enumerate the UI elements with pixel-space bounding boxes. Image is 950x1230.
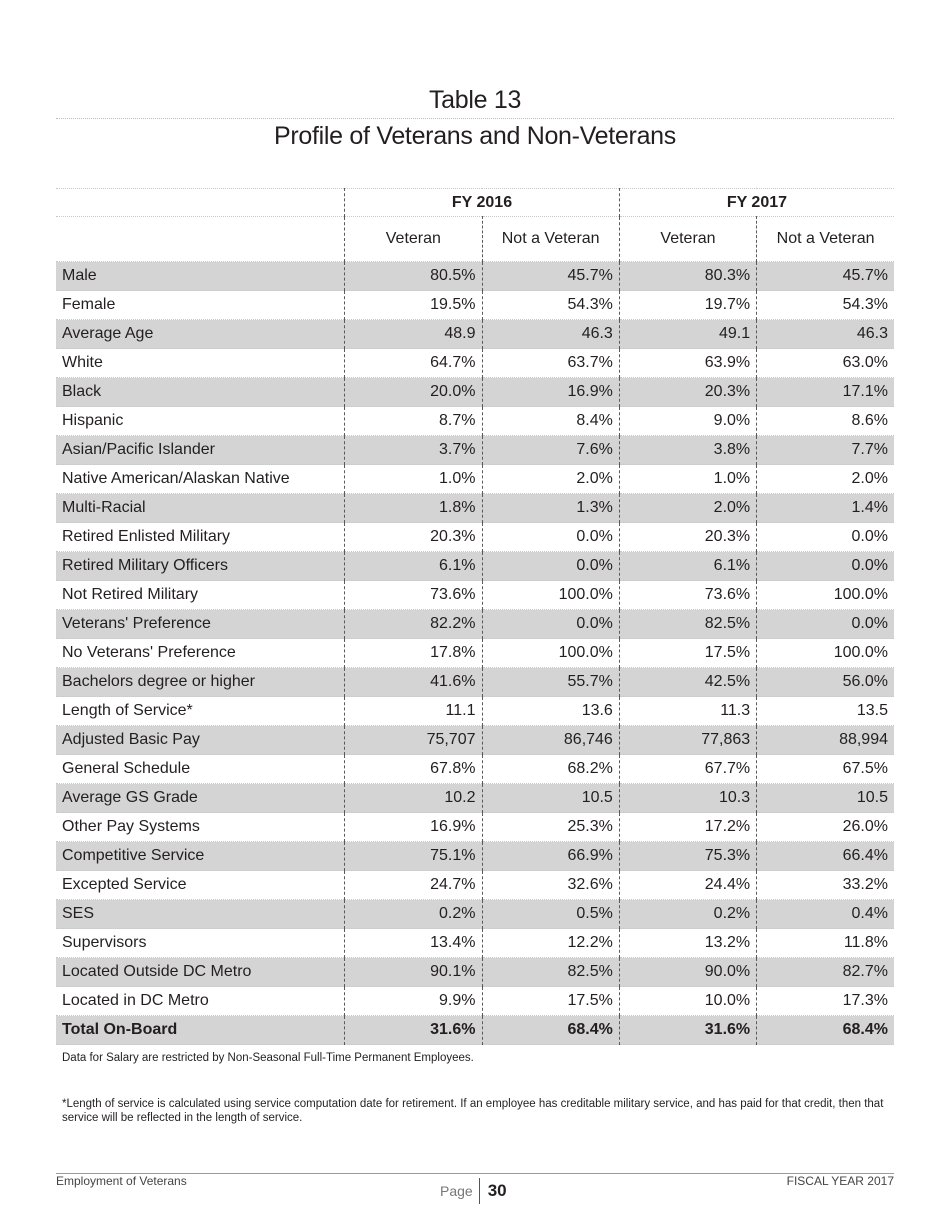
fy2017-not-veteran-value: 54.3% bbox=[757, 291, 894, 320]
table-row bbox=[56, 813, 894, 842]
fy2016-veteran-value: 31.6% bbox=[345, 1016, 482, 1045]
fy2016-not-veteran-value: 10.5 bbox=[482, 784, 619, 813]
fy2016-veteran-value: 3.7% bbox=[345, 436, 482, 465]
table-row bbox=[56, 581, 894, 610]
fy2017-not-veteran-value: 0.0% bbox=[757, 523, 894, 552]
fy2017-veteran-value: 11.3 bbox=[619, 697, 756, 726]
fy2016-not-veteran-value: 68.4% bbox=[482, 1016, 619, 1045]
fy2017-veteran-value: 19.7% bbox=[619, 291, 756, 320]
fy2017-veteran-value: 80.3% bbox=[619, 262, 756, 291]
row-label: White bbox=[56, 349, 345, 378]
fy2016-not-veteran-value: 12.2% bbox=[482, 929, 619, 958]
fy2017-not-veteran-value: 1.4% bbox=[757, 494, 894, 523]
row-label: Supervisors bbox=[56, 929, 345, 958]
fy2016-not-veteran-value: 0.5% bbox=[482, 900, 619, 929]
fy2017-not-veteran-value: 0.0% bbox=[757, 552, 894, 581]
table-row bbox=[56, 726, 894, 755]
fy2017-veteran-value: 24.4% bbox=[619, 871, 756, 900]
fy2016-veteran-value: 80.5% bbox=[345, 262, 482, 291]
row-label: Bachelors degree or higher bbox=[56, 668, 345, 697]
row-label: Average Age bbox=[56, 320, 345, 349]
fy2017-not-veteran-value: 0.0% bbox=[757, 610, 894, 639]
row-label: No Veterans' Preference bbox=[56, 639, 345, 668]
fy2017-not-veteran-value: 7.7% bbox=[757, 436, 894, 465]
table-row bbox=[56, 1016, 894, 1045]
table-row bbox=[56, 610, 894, 639]
fy2017-veteran-value: 20.3% bbox=[619, 523, 756, 552]
fy2016-veteran-value: 17.8% bbox=[345, 639, 482, 668]
fy2017-veteran-value: 10.3 bbox=[619, 784, 756, 813]
fy2017-not-veteran-value: 46.3 bbox=[757, 320, 894, 349]
fy2016-not-veteran-value: 8.4% bbox=[482, 407, 619, 436]
table-row bbox=[56, 407, 894, 436]
fy2016-veteran-value: 75.1% bbox=[345, 842, 482, 871]
fy2016-veteran-value: 41.6% bbox=[345, 668, 482, 697]
fy2017-not-veteran-value: 17.1% bbox=[757, 378, 894, 407]
header-fy2016-not-veteran: Not a Veteran bbox=[482, 217, 619, 262]
fy2016-veteran-value: 9.9% bbox=[345, 987, 482, 1016]
fy2016-not-veteran-value: 66.9% bbox=[482, 842, 619, 871]
fy2017-veteran-value: 75.3% bbox=[619, 842, 756, 871]
fy2017-veteran-value: 67.7% bbox=[619, 755, 756, 784]
fy2016-not-veteran-value: 45.7% bbox=[482, 262, 619, 291]
table-row bbox=[56, 784, 894, 813]
fy2016-not-veteran-value: 2.0% bbox=[482, 465, 619, 494]
fy2016-not-veteran-value: 55.7% bbox=[482, 668, 619, 697]
table-row bbox=[56, 262, 894, 291]
row-label: Total On-Board bbox=[56, 1016, 345, 1045]
fy2017-not-veteran-value: 33.2% bbox=[757, 871, 894, 900]
footer-fiscal-year: FISCAL YEAR 2017 bbox=[786, 1174, 894, 1188]
fy2016-not-veteran-value: 13.6 bbox=[482, 697, 619, 726]
fy2017-veteran-value: 10.0% bbox=[619, 987, 756, 1016]
fy2016-veteran-value: 13.4% bbox=[345, 929, 482, 958]
table-title-block bbox=[56, 84, 894, 153]
fy2016-veteran-value: 67.8% bbox=[345, 755, 482, 784]
fy2016-not-veteran-value: 17.5% bbox=[482, 987, 619, 1016]
row-label: Not Retired Military bbox=[56, 581, 345, 610]
row-label: Native American/Alaskan Native bbox=[56, 465, 345, 494]
fy2017-veteran-value: 2.0% bbox=[619, 494, 756, 523]
fy2017-not-veteran-value: 100.0% bbox=[757, 581, 894, 610]
fy2017-not-veteran-value: 8.6% bbox=[757, 407, 894, 436]
row-label: Excepted Service bbox=[56, 871, 345, 900]
fy2016-not-veteran-value: 16.9% bbox=[482, 378, 619, 407]
table-row bbox=[56, 755, 894, 784]
fy2016-not-veteran-value: 68.2% bbox=[482, 755, 619, 784]
fy2016-veteran-value: 10.2 bbox=[345, 784, 482, 813]
fy2016-veteran-value: 1.0% bbox=[345, 465, 482, 494]
fy2017-not-veteran-value: 82.7% bbox=[757, 958, 894, 987]
table-row bbox=[56, 697, 894, 726]
fy2016-veteran-value: 6.1% bbox=[345, 552, 482, 581]
fy2017-not-veteran-value: 11.8% bbox=[757, 929, 894, 958]
header-fy2016: FY 2016 bbox=[345, 189, 620, 217]
fy2017-veteran-value: 77,863 bbox=[619, 726, 756, 755]
fy2016-veteran-value: 20.3% bbox=[345, 523, 482, 552]
table-row bbox=[56, 929, 894, 958]
fy2017-not-veteran-value: 17.3% bbox=[757, 987, 894, 1016]
fy2016-veteran-value: 75,707 bbox=[345, 726, 482, 755]
table-row bbox=[56, 900, 894, 929]
row-label: Asian/Pacific Islander bbox=[56, 436, 345, 465]
salary-note: Data for Salary are restricted by Non-Seasonal Full-Time Permanent Employees. bbox=[62, 1052, 474, 1064]
fy2016-not-veteran-value: 7.6% bbox=[482, 436, 619, 465]
fy2016-not-veteran-value: 63.7% bbox=[482, 349, 619, 378]
page-number: 30 bbox=[487, 1181, 507, 1200]
table-row bbox=[56, 668, 894, 697]
table-row bbox=[56, 291, 894, 320]
fy2016-not-veteran-value: 100.0% bbox=[482, 639, 619, 668]
row-label: Hispanic bbox=[56, 407, 345, 436]
length-of-service-note: *Length of service is calculated using service computation date for retirement. If an employee has creditable military service, and has paid for that credit, then that service will be reflected in the length of service. bbox=[62, 1098, 884, 1124]
fy2017-veteran-value: 20.3% bbox=[619, 378, 756, 407]
row-label: Male bbox=[56, 262, 345, 291]
fy2016-not-veteran-value: 0.0% bbox=[482, 523, 619, 552]
table-row bbox=[56, 523, 894, 552]
fy2017-not-veteran-value: 26.0% bbox=[757, 813, 894, 842]
row-label: Retired Military Officers bbox=[56, 552, 345, 581]
fy2016-not-veteran-value: 0.0% bbox=[482, 610, 619, 639]
fy2016-veteran-value: 82.2% bbox=[345, 610, 482, 639]
row-label: Competitive Service bbox=[56, 842, 345, 871]
header-fy2017-not-veteran: Not a Veteran bbox=[757, 217, 894, 262]
fy2016-not-veteran-value: 100.0% bbox=[482, 581, 619, 610]
header-sub-row bbox=[56, 217, 894, 262]
table-row bbox=[56, 958, 894, 987]
fy2017-not-veteran-value: 100.0% bbox=[757, 639, 894, 668]
table-row bbox=[56, 320, 894, 349]
fy2017-not-veteran-value: 68.4% bbox=[757, 1016, 894, 1045]
table-row bbox=[56, 639, 894, 668]
fy2017-not-veteran-value: 63.0% bbox=[757, 349, 894, 378]
fy2017-not-veteran-value: 2.0% bbox=[757, 465, 894, 494]
table-row bbox=[56, 552, 894, 581]
fy2016-not-veteran-value: 0.0% bbox=[482, 552, 619, 581]
fy2016-not-veteran-value: 54.3% bbox=[482, 291, 619, 320]
fy2017-veteran-value: 1.0% bbox=[619, 465, 756, 494]
fy2016-veteran-value: 64.7% bbox=[345, 349, 482, 378]
fy2017-veteran-value: 31.6% bbox=[619, 1016, 756, 1045]
table-row bbox=[56, 465, 894, 494]
fy2017-veteran-value: 82.5% bbox=[619, 610, 756, 639]
fy2016-veteran-value: 8.7% bbox=[345, 407, 482, 436]
fy2017-veteran-value: 42.5% bbox=[619, 668, 756, 697]
table-title: Profile of Veterans and Non-Veterans bbox=[274, 122, 676, 150]
fy2016-veteran-value: 48.9 bbox=[345, 320, 482, 349]
table-number: Table 13 bbox=[428, 86, 522, 114]
fy2017-veteran-value: 3.8% bbox=[619, 436, 756, 465]
header-blank bbox=[56, 189, 345, 217]
fy2016-not-veteran-value: 82.5% bbox=[482, 958, 619, 987]
fy2016-veteran-value: 24.7% bbox=[345, 871, 482, 900]
header-fy2017-veteran: Veteran bbox=[619, 217, 756, 262]
fy2017-veteran-value: 49.1 bbox=[619, 320, 756, 349]
fy2016-veteran-value: 11.1 bbox=[345, 697, 482, 726]
row-label: Average GS Grade bbox=[56, 784, 345, 813]
header-blank bbox=[56, 217, 345, 262]
profile-table bbox=[56, 188, 894, 1045]
fy2017-veteran-value: 73.6% bbox=[619, 581, 756, 610]
page-indicator bbox=[440, 1178, 507, 1204]
fy2017-veteran-value: 0.2% bbox=[619, 900, 756, 929]
table-row bbox=[56, 494, 894, 523]
header-group-row bbox=[56, 189, 894, 217]
fy2017-veteran-value: 13.2% bbox=[619, 929, 756, 958]
table-row bbox=[56, 871, 894, 900]
fy2017-veteran-value: 90.0% bbox=[619, 958, 756, 987]
row-label: Multi-Racial bbox=[56, 494, 345, 523]
fy2017-not-veteran-value: 10.5 bbox=[757, 784, 894, 813]
fy2017-not-veteran-value: 13.5 bbox=[757, 697, 894, 726]
fy2016-not-veteran-value: 86,746 bbox=[482, 726, 619, 755]
row-label: Female bbox=[56, 291, 345, 320]
table-body bbox=[56, 262, 894, 1045]
row-label: Located Outside DC Metro bbox=[56, 958, 345, 987]
fy2016-not-veteran-value: 32.6% bbox=[482, 871, 619, 900]
header-fy2016-veteran: Veteran bbox=[345, 217, 482, 262]
fy2017-not-veteran-value: 56.0% bbox=[757, 668, 894, 697]
fy2016-veteran-value: 20.0% bbox=[345, 378, 482, 407]
table-row bbox=[56, 378, 894, 407]
row-label: Retired Enlisted Military bbox=[56, 523, 345, 552]
fy2016-veteran-value: 19.5% bbox=[345, 291, 482, 320]
fy2017-not-veteran-value: 0.4% bbox=[757, 900, 894, 929]
row-label: Veterans' Preference bbox=[56, 610, 345, 639]
fy2016-not-veteran-value: 25.3% bbox=[482, 813, 619, 842]
fy2016-veteran-value: 73.6% bbox=[345, 581, 482, 610]
fy2017-veteran-value: 6.1% bbox=[619, 552, 756, 581]
fy2017-veteran-value: 9.0% bbox=[619, 407, 756, 436]
fy2016-veteran-value: 16.9% bbox=[345, 813, 482, 842]
row-label: Black bbox=[56, 378, 345, 407]
header-fy2017: FY 2017 bbox=[619, 189, 894, 217]
fy2016-not-veteran-value: 46.3 bbox=[482, 320, 619, 349]
fy2017-not-veteran-value: 66.4% bbox=[757, 842, 894, 871]
row-label: Located in DC Metro bbox=[56, 987, 345, 1016]
row-label: SES bbox=[56, 900, 345, 929]
fy2017-veteran-value: 17.2% bbox=[619, 813, 756, 842]
row-label: General Schedule bbox=[56, 755, 345, 784]
table-row bbox=[56, 436, 894, 465]
fy2016-not-veteran-value: 1.3% bbox=[482, 494, 619, 523]
row-label: Other Pay Systems bbox=[56, 813, 345, 842]
page-label: Page bbox=[440, 1178, 480, 1204]
fy2017-not-veteran-value: 88,994 bbox=[757, 726, 894, 755]
row-label: Length of Service* bbox=[56, 697, 345, 726]
fy2017-veteran-value: 63.9% bbox=[619, 349, 756, 378]
row-label: Adjusted Basic Pay bbox=[56, 726, 345, 755]
table-row bbox=[56, 842, 894, 871]
fy2017-not-veteran-value: 45.7% bbox=[757, 262, 894, 291]
table-row bbox=[56, 987, 894, 1016]
fy2016-veteran-value: 1.8% bbox=[345, 494, 482, 523]
footer-section-title: Employment of Veterans bbox=[56, 1174, 187, 1188]
fy2017-veteran-value: 17.5% bbox=[619, 639, 756, 668]
table-row bbox=[56, 349, 894, 378]
fy2016-veteran-value: 0.2% bbox=[345, 900, 482, 929]
fy2017-not-veteran-value: 67.5% bbox=[757, 755, 894, 784]
fy2016-veteran-value: 90.1% bbox=[345, 958, 482, 987]
